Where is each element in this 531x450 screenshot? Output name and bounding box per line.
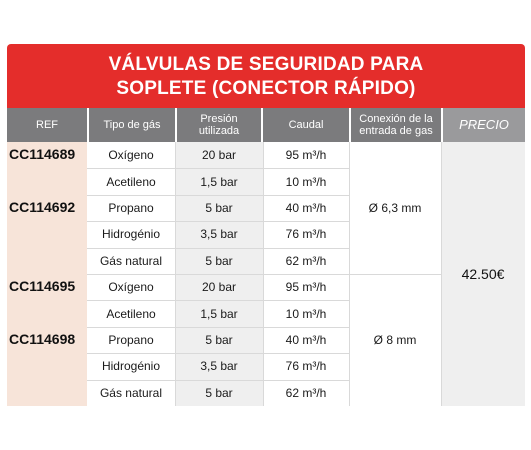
row-divider: [87, 327, 349, 328]
connection-cell: Ø 8 mm: [349, 274, 441, 406]
row-divider: [87, 248, 349, 249]
price-cell: 42.50€: [441, 142, 525, 406]
flow-cell: 62 m³/h: [263, 380, 349, 406]
connection-cell: Ø 6,3 mm: [349, 142, 441, 274]
table-header: [7, 108, 525, 142]
gas-type-cell: Oxígeno: [87, 142, 175, 168]
ref-code: CC114695: [9, 278, 76, 294]
header-price: PRECIO: [443, 108, 525, 142]
flow-cell: 62 m³/h: [263, 248, 349, 274]
gas-type-cell: Propano: [87, 327, 175, 353]
column-divider: [175, 142, 176, 406]
row-divider: [87, 353, 349, 354]
pressure-cell: 20 bar: [175, 142, 263, 168]
header-connection: Conexión de la entrada de gas: [359, 113, 433, 137]
flow-cell: 95 m³/h: [263, 142, 349, 168]
row-divider: [87, 274, 349, 275]
ref-code: CC114689: [9, 146, 76, 162]
pressure-cell: 3,5 bar: [175, 353, 263, 379]
header-pressure: Presión utilizada: [198, 113, 240, 137]
ref-code: CC114692: [9, 198, 76, 215]
column-divider: [441, 142, 442, 406]
pressure-cell: 1,5 bar: [175, 300, 263, 326]
connection-divider: [349, 274, 441, 275]
title-line-1: VÁLVULAS DE SEGURIDAD PARA: [108, 54, 424, 75]
gas-type-cell: Gás natural: [87, 248, 175, 274]
flow-cell: 10 m³/h: [263, 300, 349, 326]
flow-cell: 76 m³/h: [263, 221, 349, 247]
flow-cell: 40 m³/h: [263, 327, 349, 353]
pressure-cell: 20 bar: [175, 274, 263, 300]
product-table: [7, 44, 525, 406]
flow-cell: 76 m³/h: [263, 353, 349, 379]
gas-type-cell: Oxígeno: [87, 274, 175, 300]
row-divider: [87, 195, 349, 196]
pressure-cell: 1,5 bar: [175, 168, 263, 194]
gas-type-cell: Propano: [87, 195, 175, 221]
row-divider: [87, 380, 349, 381]
column-divider: [349, 142, 350, 406]
gas-type-cell: Hidrogénio: [87, 353, 175, 379]
column-divider: [263, 142, 264, 406]
row-divider: [87, 221, 349, 222]
flow-cell: 10 m³/h: [263, 168, 349, 194]
flow-cell: 95 m³/h: [263, 274, 349, 300]
flow-cell: 40 m³/h: [263, 195, 349, 221]
ref-column: [7, 142, 87, 406]
header-flow: Caudal: [288, 119, 324, 131]
gas-type-cell: Acetileno: [87, 168, 175, 194]
row-divider: [87, 300, 349, 301]
pressure-cell: 5 bar: [175, 248, 263, 274]
header-ref: REF: [36, 119, 58, 131]
gas-type-cell: Hidrogénio: [87, 221, 175, 247]
header-gas-type: Tipo de gás: [103, 119, 161, 131]
pressure-cell: 5 bar: [175, 195, 263, 221]
ref-code: CC114698: [9, 330, 76, 347]
pressure-cell: 5 bar: [175, 327, 263, 353]
row-divider: [87, 168, 349, 169]
pressure-cell: 3,5 bar: [175, 221, 263, 247]
gas-type-cell: Acetileno: [87, 300, 175, 326]
table-title: [7, 44, 525, 108]
gas-type-cell: Gás natural: [87, 380, 175, 406]
title-line-2: SOPLETE (CONECTOR RÁPIDO): [116, 78, 416, 99]
pressure-cell: 5 bar: [175, 380, 263, 406]
